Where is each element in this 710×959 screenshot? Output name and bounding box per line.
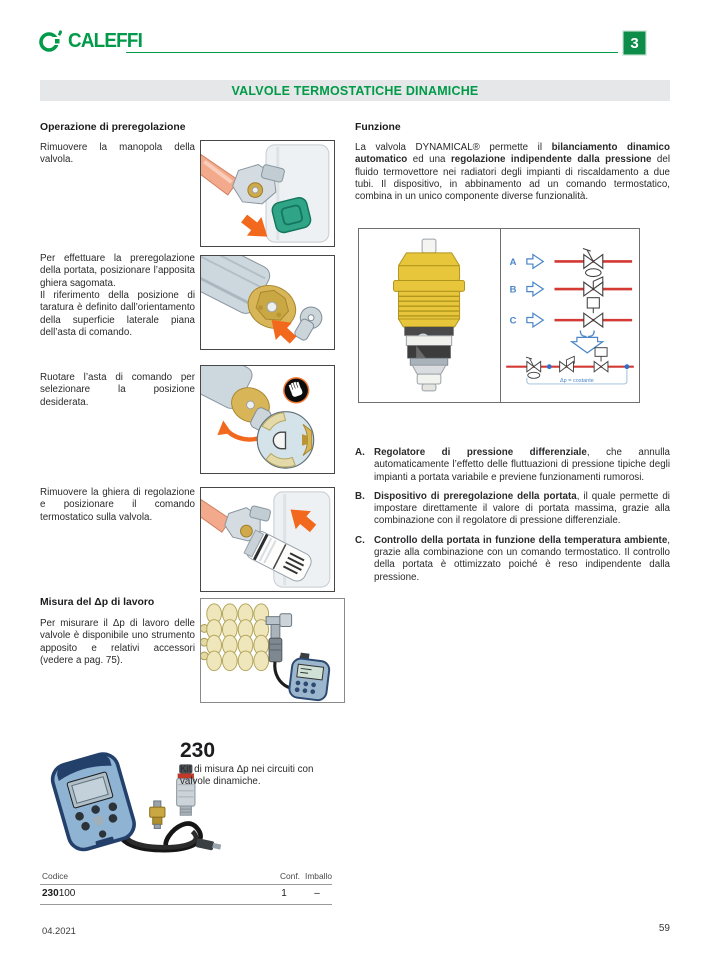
ghiera-positioning-illustration (201, 256, 334, 349)
header-rule (126, 52, 618, 53)
step2-text: Per effettuare la preregolazione della portata, posizionare l’apposita ghiera sagomata. (40, 253, 195, 289)
feature-item-a (355, 447, 670, 484)
dp-text: Per misurare il Δp di lavoro delle valvole è disponibile uno strumento apposito e relativi accessori (vedere a pag. 75). (40, 618, 195, 666)
table-row-codice: 230100 (42, 888, 76, 899)
footer-page-number: 59 (658, 923, 670, 934)
feature-item-c (355, 535, 670, 584)
table-rule (40, 884, 332, 885)
feature-text: Dispositivo di preregolazione della portata, il quale permette di impostare direttamente il valore di portata massima, grazie alla combinazione con il regolatore di pressione differenziale. (374, 490, 670, 527)
table-rule (40, 904, 332, 905)
label-a: A (509, 256, 517, 268)
step3-text: Ruotare l’asta di comando per selezionare la posizione desiderata. (40, 372, 195, 408)
brass-fitting (150, 801, 165, 828)
intro-segment: La valvola DYNAMICAL® permette il (355, 142, 552, 153)
step1-text: Rimuovere la manopola della valvola. (40, 142, 195, 166)
page-title: VALVOLE TERMOSTATICHE DINAMICHE (231, 83, 479, 98)
column-header-codice: Codice (42, 871, 69, 881)
intro-segment: ed una (407, 154, 451, 166)
column-header-conf: Conf. (279, 871, 300, 881)
thermostatic-head-mounting-illustration (201, 488, 334, 591)
section-heading-funzione: Funzione (355, 122, 401, 133)
step3-figure (200, 365, 335, 474)
feature-letter: C. (355, 534, 365, 546)
valve-function-schematic (501, 229, 639, 400)
feature-letter: B. (355, 490, 365, 502)
step1-figure (200, 140, 335, 247)
label-c: C (509, 315, 517, 327)
step2-figure (200, 255, 335, 350)
feature-text: Regolatore di pressione differenziale, che annulla automaticamente l’effetto delle fluttuazioni di pressione tipiche degli impianti a portata variabile e previene funzionamenti rumorosi. (374, 447, 670, 483)
label-b: B (509, 284, 517, 296)
funzione-paragraph (355, 142, 670, 203)
dp-measurement-illustration (201, 599, 344, 702)
feature-letter: A. (355, 447, 365, 458)
intro-segment: del fluido termovettore nei radiatori degli impianti di riscaldamento a due tubi. Il dispositivo, in abbinamento ad un comando termostatico, combina in un unico componente diverse funzionalità. (355, 154, 670, 203)
chapter-badge: 3 (622, 30, 647, 56)
feature-item-b (355, 491, 670, 528)
product-block (180, 740, 320, 789)
valve-knob-removal-illustration (201, 141, 334, 246)
feature-list (355, 447, 670, 591)
brand-name: CALEFFI (68, 30, 143, 52)
column-header-imballo: Imballo (305, 871, 332, 881)
schematic-panel (501, 229, 639, 402)
section-heading-dp: Misura del Δp di lavoro (40, 597, 155, 608)
product-code: 230 (180, 739, 216, 762)
step4-figure (200, 487, 335, 592)
product-description: Kit di misura Δp nei circuiti con valvole dinamiche. (180, 764, 314, 788)
product-table (40, 871, 332, 909)
table-row-conf: 1 (281, 888, 287, 899)
stem-rotation-illustration (201, 366, 334, 473)
dp-measurement-figure (200, 598, 345, 703)
handheld-meter (288, 652, 330, 701)
cartridge-panel (359, 229, 501, 402)
page-title-bar (40, 80, 670, 101)
intro-segment-bold: bilanciamento dinamico automatico (355, 142, 670, 166)
handheld-meter (49, 749, 138, 854)
feature-text: Controllo della portata in funzione della temperatura ambiente, grazie alla combinazione con un comando termostatico. Il controllo della portata è ottimizzato poiché è reso indipendente dalla pressione. (374, 534, 670, 583)
dynamical-cartridge-illustration (361, 230, 499, 401)
intro-segment-bold: regolazione indipendente dalla pressione (450, 154, 652, 166)
section-heading-preregolazione: Operazione di preregolazione (40, 122, 186, 133)
dp-constant-caption: Δp = costante (559, 378, 594, 385)
step2-text-continued: Il riferimento della posizione di taratura è definito dall’orientamento della superficie laterale piana dell’asta di comando. (40, 290, 195, 338)
function-diagram (358, 228, 640, 403)
caleffi-logo-icon (38, 29, 64, 55)
step4-text: Rimuovere la ghiera di regolazione e posizionare il comando termostatico sulla valvola. (40, 487, 195, 523)
table-row-imballo: – (314, 888, 320, 899)
footer-date: 04.2021 (42, 925, 76, 936)
